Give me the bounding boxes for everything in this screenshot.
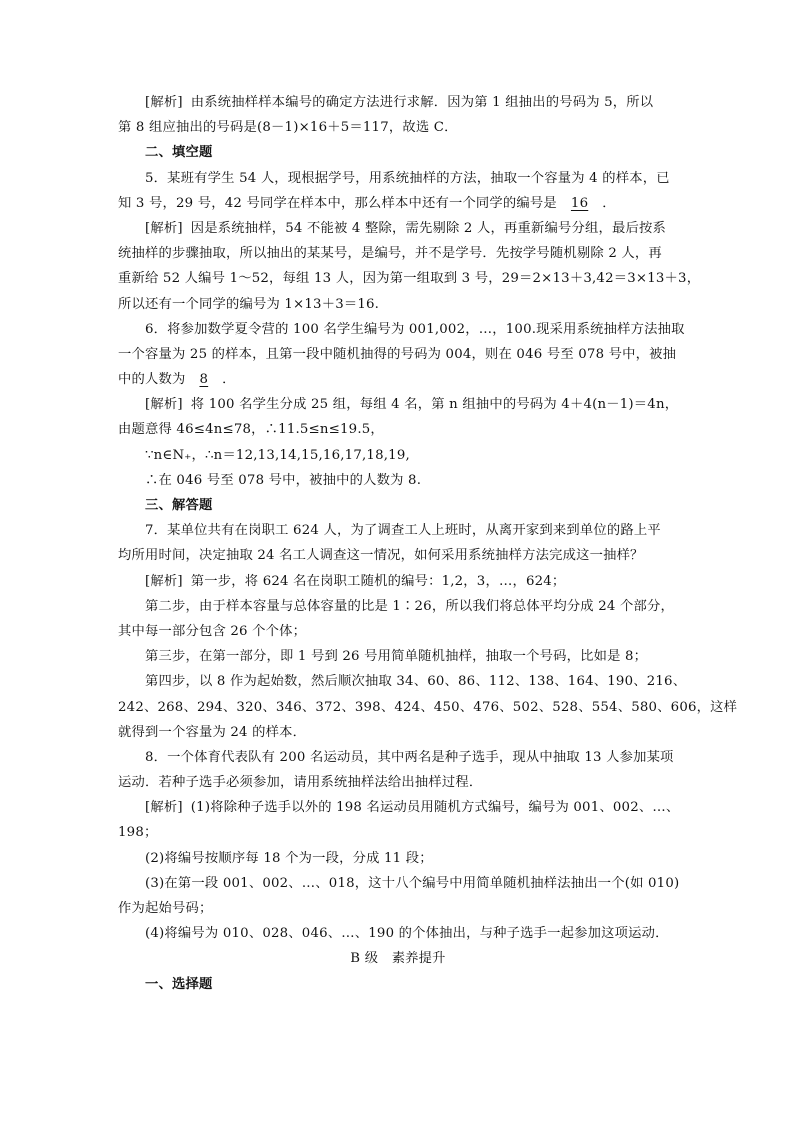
q7-analysis-line-4: 第三步，在第一部分，即 1 号到 26 号用简单随机抽样，抽取一个号码，比如是 8； [145, 649, 648, 665]
section-heading-fill-in: 二、填空题 [145, 145, 213, 161]
q6-analysis-line-4: ∴在 046 号至 078 号中，被抽中的人数为 8. [145, 472, 422, 488]
q6-line-2: 一个容量为 25 的样本，且第一段中随机抽得的号码为 004，则在 046 号至 078 号中，被抽 [118, 346, 677, 362]
q6-answer: 8 [199, 372, 209, 388]
q7-line-2: 均所用时间，决定抽取 24 名工人调查这一情况，如何采用系统抽样方法完成这一抽样？ [118, 548, 644, 564]
q5-text-before-answer: 知 3 号，29 号，42 号同学在样本中，那么样本中还有一个同学的编号是 [118, 195, 557, 211]
q5-analysis-line-4: 所以还有一个同学的编号为 1×13＋3＝16. [118, 296, 380, 312]
q6-line-3 [118, 367, 678, 392]
q5-analysis-text-1: 因是系统抽样，54 不能被 4 整除，需先剔除 2 人，再重新编号分组，最后按系 [190, 220, 666, 236]
q6-analysis-line-3: ∵n∈N₊，∴n＝12,13,14,15,16,17,18,19, [145, 447, 410, 463]
q8-line-1: 8．一个体育代表队有 200 名运动员，其中两名是种子选手，现从中抽取 13 人参加某项 [145, 749, 674, 765]
q8-analysis-line-2: 198； [118, 825, 158, 841]
q7-analysis-line-2: 第二步，由于样本容量与总体容量的比是 1∶26，所以我们将总体平均分成 24 个部分， [145, 598, 674, 614]
q4-analysis-line-1 [118, 90, 678, 115]
q7-analysis-text-1: 第一步，将 624 名在岗职工随机的编号：1,2，3，…，624； [190, 573, 566, 589]
q7-analysis-line-7: 就得到一个容量为 24 的样本． [118, 724, 307, 740]
q5-analysis-line-1 [118, 216, 678, 241]
q5-analysis-line-2: 统抽样的步骤抽取，所以抽出的某某号，是编号，并不是学号．先按学号随机剔除 2 人，再 [118, 246, 662, 262]
analysis-tag: [解析] [145, 95, 183, 110]
q4-analysis-line-2: 第 8 组应抽出的号码是(8－1)×16＋5＝117，故选 C． [118, 120, 458, 136]
q8-analysis-line-6: (4)将编号为 010、028、046、…、190 的个体抽出，与种子选手一起参加这项运动． [145, 926, 669, 942]
q6-text-before-answer: 中的人数为 [118, 372, 186, 388]
q4-analysis-text-1: 由系统抽样样本编号的确定方法进行求解．因为第 1 组抽出的号码为 5，所以 [190, 95, 654, 110]
q8-analysis-line-4: (3)在第一段 001、002、…、018，这十八个编号中用简单随机抽样法抽出一个(如 010) [145, 875, 680, 891]
q6-line-1: 6．将参加数学夏令营的 100 名学生编号为 001,002，…，100.现采用系统抽样方法抽取 [145, 321, 685, 337]
q7-analysis-line-5: 第四步，以 8 作为起始数，然后顺次抽取 34、60、86、112、138、164、190、216、 [145, 674, 687, 690]
q7-line-1: 7．某单位共有在岗职工 624 人，为了调查工人上班时，从离开家到来到单位的路上平 [145, 523, 661, 539]
q5-answer: 16 [570, 195, 589, 211]
q8-analysis-line-5: 作为起始号码； [118, 901, 213, 916]
q8-analysis-line-1 [118, 795, 678, 820]
analysis-tag: [解析] [145, 220, 183, 236]
q8-analysis-line-3: (2)将编号按顺序每 18 个为一段，分成 11 段； [145, 850, 433, 866]
q7-analysis-line-3: 其中每一部分包含 26 个个体； [118, 623, 307, 639]
q8-line-2: 运动．若种子选手必须参加，请用系统抽样法给出抽样过程． [118, 775, 483, 791]
q6-analysis-line-2: 由题意得 46≤4n≤78，∴11.5≤n≤19.5， [118, 422, 384, 438]
level-b-heading: B 级 素养提升 [350, 951, 446, 967]
analysis-tag: [解析] [145, 397, 183, 413]
section-heading-multiple-choice: 一、选择题 [145, 976, 213, 992]
q8-analysis-text-1: (1)将除种子选手以外的 198 名运动员用随机方式编号，编号为 001、002、…、 [190, 800, 680, 816]
q5-text-after-answer: ． [602, 195, 616, 211]
analysis-tag: [解析] [145, 800, 183, 816]
q5-analysis-line-3: 重新给 52 人编号 1～52，每组 13 人，因为第一组取到 3 号，29＝2×13＋3,42＝3×13＋3， [118, 271, 701, 287]
q5-line-2 [118, 191, 678, 216]
document-body [118, 90, 738, 997]
q6-analysis-text-1: 将 100 名学生分成 25 组，每组 4 名，第 n 组抽中的号码为 4＋4(n－1)＝4n， [190, 397, 679, 413]
q7-analysis-line-1 [118, 569, 678, 594]
analysis-tag: [解析] [145, 573, 183, 589]
q6-analysis-line-1 [118, 392, 678, 417]
q7-analysis-line-6: 242、268、294、320、346、372、398、424、450、476、502、528、554、580、606，这样 [118, 699, 738, 715]
section-heading-solutions: 三、解答题 [145, 498, 213, 513]
q6-text-after-answer: ． [222, 372, 236, 388]
q5-line-1: 5．某班有学生 54 人，现根据学号，用系统抽样的方法，抽取一个容量为 4 的样本，已 [145, 170, 670, 186]
